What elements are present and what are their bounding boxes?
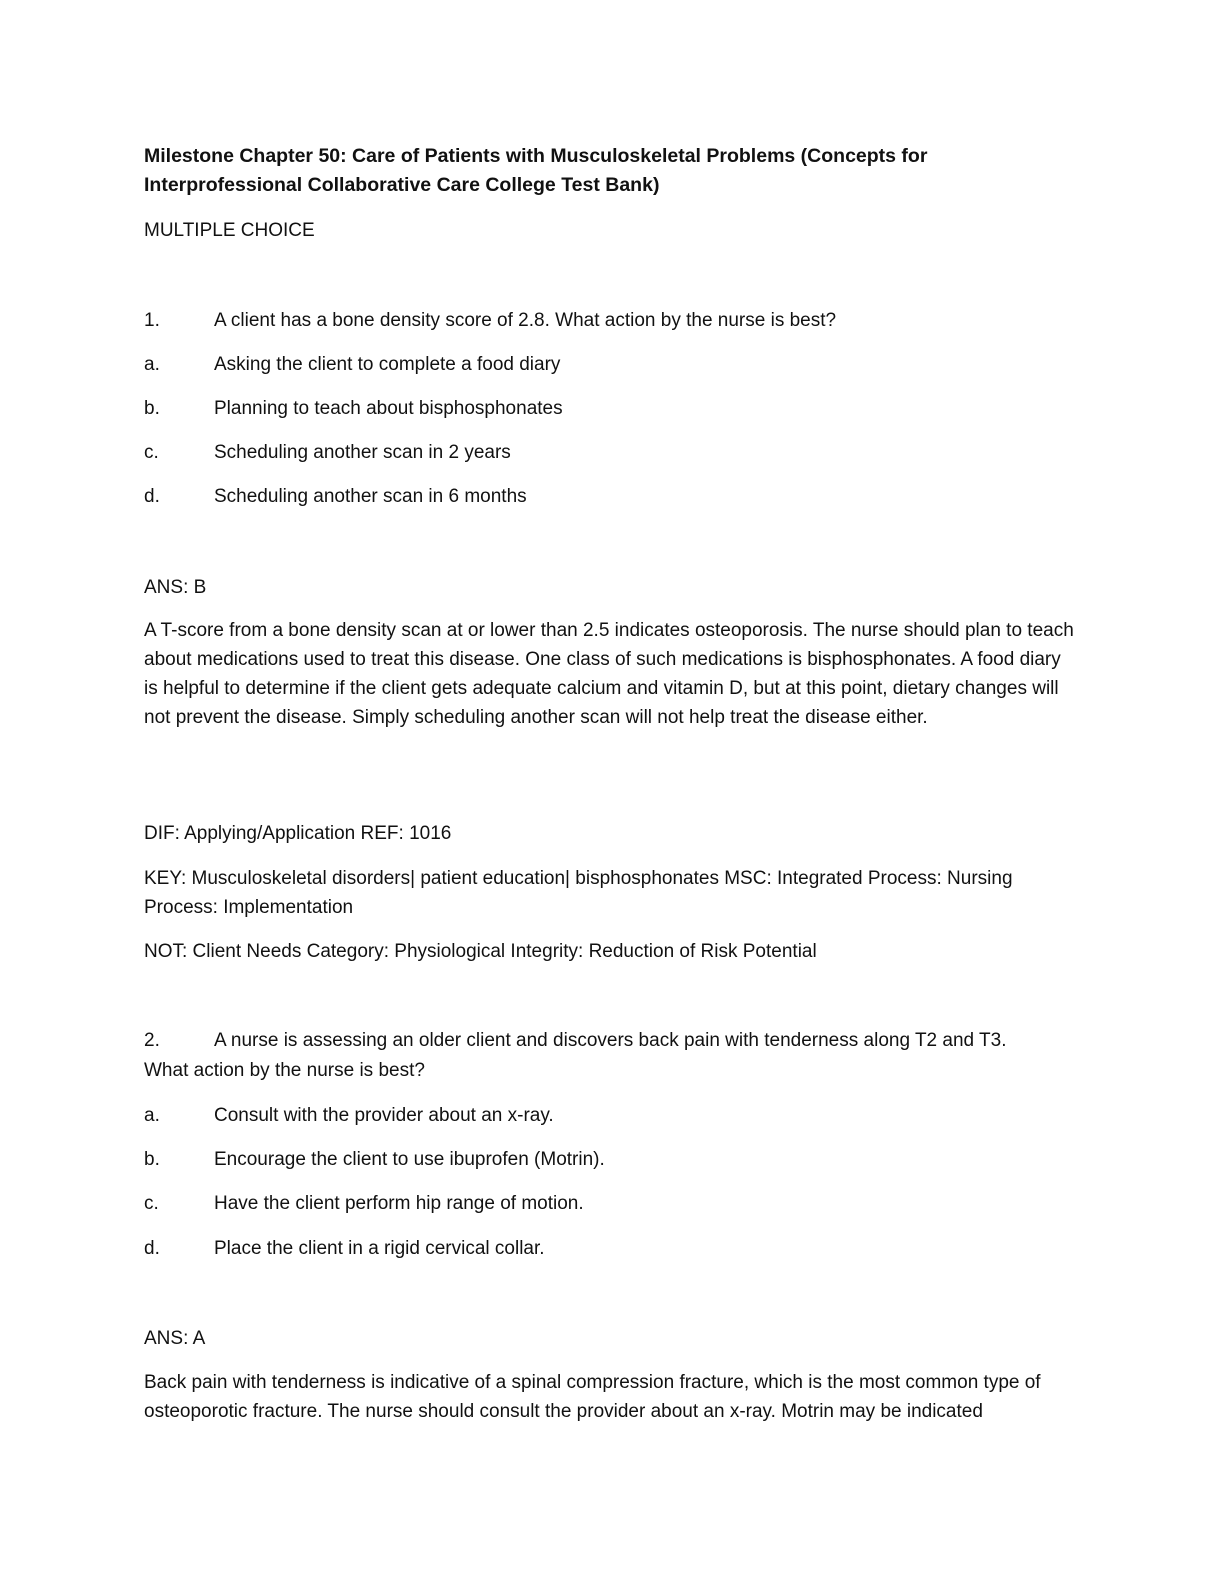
q1-keywords: KEY: Musculoskeletal disorders| patient education| bisphosphonates MSC: Integrated Process: Nursing Process: Implementation xyxy=(144,868,1013,918)
q2-option-d xyxy=(144,1234,545,1263)
q1-difficulty: DIF: Applying/Application REF: 1016 xyxy=(144,823,452,844)
option-letter: c. xyxy=(144,442,159,463)
option-letter: d. xyxy=(144,1238,160,1259)
option-text: Consult with the provider about an x-ray. xyxy=(214,1105,554,1126)
option-letter: c. xyxy=(144,1193,159,1214)
q2-answer: ANS: A xyxy=(144,1328,206,1349)
q1-answer: ANS: B xyxy=(144,577,207,598)
option-text: Scheduling another scan in 2 years xyxy=(214,442,511,463)
option-text: Asking the client to complete a food diary xyxy=(214,354,561,375)
q1-option-a xyxy=(144,350,560,379)
q2-rationale: Back pain with tenderness is indicative of a spinal compression fracture, which is the most common type of osteoporotic fracture. The nurse should consult the provider about an x-ray. Motrin may be indicated xyxy=(144,1372,1041,1422)
q1-option-d xyxy=(144,482,527,511)
question-2-continued: What action by the nurse is best? xyxy=(144,1060,425,1081)
q2-option-a xyxy=(144,1101,554,1130)
question-text: A nurse is assessing an older client and discovers back pain with tenderness along T2 and T3. xyxy=(214,1030,1007,1051)
option-letter: a. xyxy=(144,354,160,375)
option-letter: a. xyxy=(144,1105,160,1126)
question-text: A client has a bone density score of 2.8. What action by the nurse is best? xyxy=(214,310,837,331)
q1-option-b xyxy=(144,394,563,423)
document-title: Milestone Chapter 50: Care of Patients with Musculoskeletal Problems (Concepts for Interprofessional Collaborative Care College Test Bank) xyxy=(144,145,928,196)
q1-rationale: A T-score from a bone density scan at or lower than 2.5 indicates osteoporosis. The nurse should plan to teach about medications used to treat this disease. One class of such medications is bisphosphonates. A food diary is helpful to determine if the client gets adequate calcium and vitamin D, but at this point, dietary changes will not prevent the disease. Simply scheduling another scan will not help treat the disease either. xyxy=(144,620,1074,728)
option-letter: b. xyxy=(144,398,160,419)
option-text: Encourage the client to use ibuprofen (Motrin). xyxy=(214,1149,605,1170)
question-2 xyxy=(144,1026,1007,1055)
option-text: Scheduling another scan in 6 months xyxy=(214,486,527,507)
q2-option-c xyxy=(144,1189,584,1218)
question-1 xyxy=(144,306,836,335)
document-page xyxy=(144,0,1080,1584)
section-heading: MULTIPLE CHOICE xyxy=(144,220,315,241)
question-number: 2. xyxy=(144,1030,160,1051)
option-letter: d. xyxy=(144,486,160,507)
option-text: Place the client in a rigid cervical collar. xyxy=(214,1238,545,1259)
q1-option-c xyxy=(144,438,511,467)
question-number: 1. xyxy=(144,310,160,331)
option-letter: b. xyxy=(144,1149,160,1170)
q1-notes: NOT: Client Needs Category: Physiological Integrity: Reduction of Risk Potential xyxy=(144,941,817,962)
q2-option-b xyxy=(144,1145,605,1174)
option-text: Have the client perform hip range of motion. xyxy=(214,1193,584,1214)
option-text: Planning to teach about bisphosphonates xyxy=(214,398,563,419)
